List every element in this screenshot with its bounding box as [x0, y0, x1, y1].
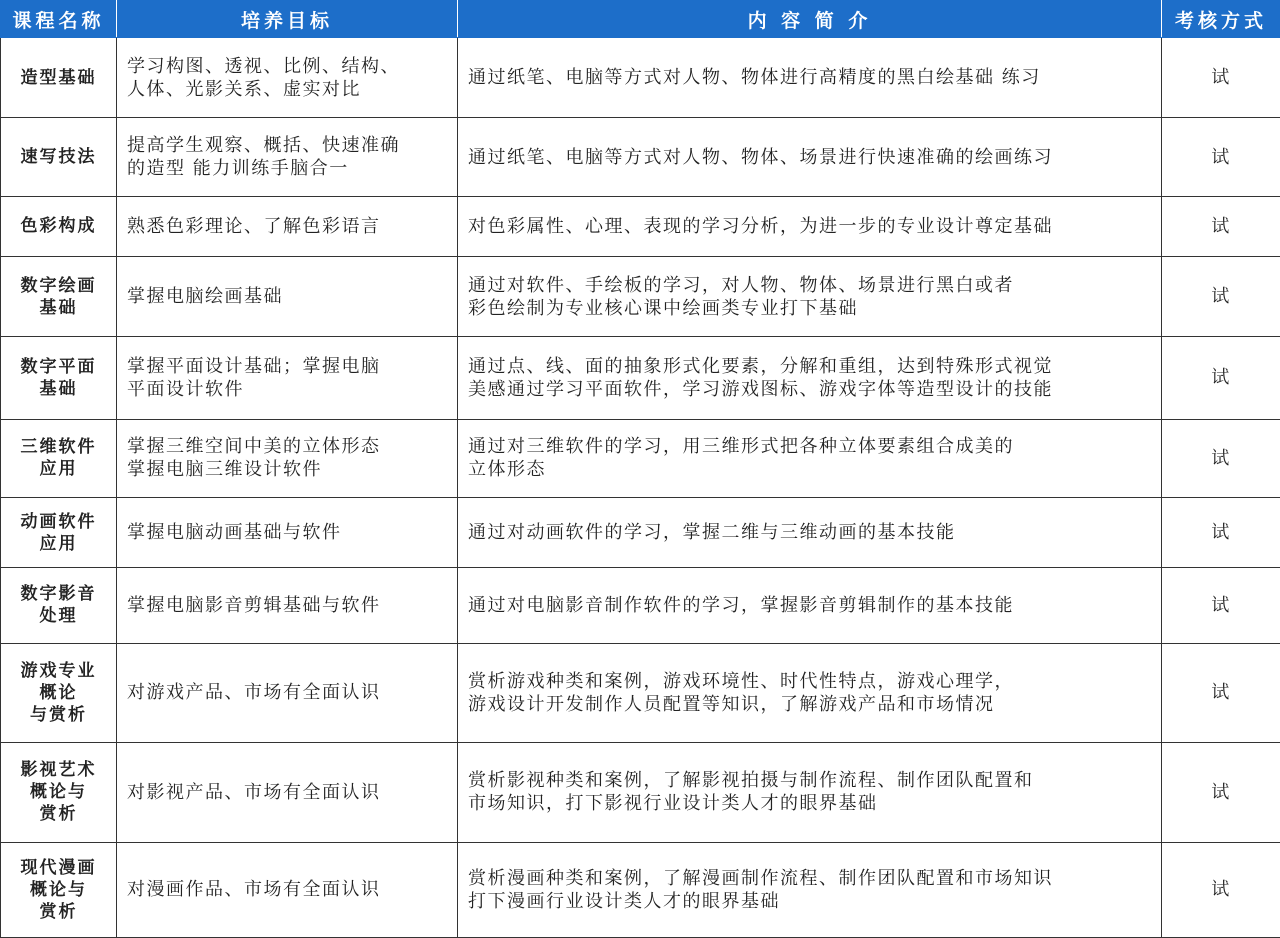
cell-desc	[458, 196, 1162, 256]
name-line: 应用	[39, 533, 78, 554]
cell-exam: 试	[1162, 196, 1280, 256]
cell-name	[1, 419, 117, 497]
cell-goal	[117, 38, 458, 118]
name-line: 游戏专业	[20, 660, 97, 681]
cell-exam: 试	[1162, 643, 1280, 742]
cell-name	[1, 568, 117, 643]
cell-desc	[458, 498, 1162, 568]
cell-desc	[458, 568, 1162, 643]
cell-goal	[117, 196, 458, 256]
header-content-intro: 内 容 简 介	[458, 1, 1162, 38]
goal-line: 对游戏产品、市场有全面认识	[127, 682, 381, 704]
desc-line: 美感通过学习平面软件，学习游戏图标、游戏字体等造型设计的技能	[468, 378, 1053, 400]
goal-line: 平面设计软件	[127, 378, 244, 400]
name-line: 与赏析	[30, 704, 87, 725]
table-row	[1, 196, 1280, 256]
cell-goal	[117, 568, 458, 643]
cell-desc	[458, 337, 1162, 419]
goal-line: 对影视产品、市场有全面认识	[127, 781, 381, 803]
table-row	[1, 842, 1280, 937]
cell-goal	[117, 743, 458, 842]
cell-goal	[117, 118, 458, 196]
desc-line: 彩色绘制为专业核心课中绘画类专业打下基础	[468, 297, 858, 319]
goal-line: 掌握电脑三维设计软件	[127, 459, 322, 481]
desc-line: 通过纸笔、电脑等方式对人物、物体进行高精度的黑白绘基础 练习	[468, 67, 1041, 89]
cell-name	[1, 498, 117, 568]
table-row	[1, 419, 1280, 497]
name-line: 影视艺术	[20, 760, 97, 781]
desc-line: 通过对三维软件的学习，用三维形式把各种立体要素组合成美的	[468, 436, 1014, 458]
goal-line: 人体、光影关系、虚实对比	[127, 78, 361, 100]
desc-line: 对色彩属性、心理、表现的学习分析，为进一步的专业设计尊定基础	[468, 215, 1053, 237]
cell-goal	[117, 337, 458, 419]
table-header	[1, 1, 1280, 38]
name-line: 色彩构成	[20, 216, 97, 237]
desc-line: 立体形态	[468, 459, 546, 481]
goal-line: 掌握电脑影音剪辑基础与软件	[127, 594, 381, 616]
cell-exam: 试	[1162, 256, 1280, 336]
goal-line: 对漫画作品、市场有全面认识	[127, 879, 381, 901]
cell-desc	[458, 842, 1162, 937]
cell-desc	[458, 743, 1162, 842]
name-line: 应用	[39, 459, 78, 480]
table-row	[1, 743, 1280, 842]
cell-exam: 试	[1162, 498, 1280, 568]
goal-line: 学习构图、透视、比例、结构、	[127, 55, 400, 77]
name-line: 基础	[39, 297, 78, 318]
goal-line: 掌握电脑动画基础与软件	[127, 522, 342, 544]
name-line: 概论	[39, 682, 78, 703]
cell-exam: 试	[1162, 38, 1280, 118]
name-line: 概论与	[30, 879, 87, 900]
name-line: 赏析	[39, 804, 78, 825]
goal-line: 熟悉色彩理论、了解色彩语言	[127, 215, 381, 237]
name-line: 造型基础	[20, 67, 97, 88]
cell-exam: 试	[1162, 118, 1280, 196]
cell-name	[1, 337, 117, 419]
name-line: 动画软件	[20, 511, 97, 532]
table-row	[1, 38, 1280, 118]
name-line: 数字影音	[20, 584, 97, 605]
desc-line: 赏析影视种类和案例，了解影视拍摄与制作流程、制作团队配置和	[468, 770, 1034, 792]
cell-desc	[458, 118, 1162, 196]
cell-desc	[458, 643, 1162, 742]
desc-line: 通过对电脑影音制作软件的学习，掌握影音剪辑制作的基本技能	[468, 594, 1014, 616]
cell-name	[1, 743, 117, 842]
table-row	[1, 337, 1280, 419]
table-row	[1, 498, 1280, 568]
name-line: 数字绘画	[20, 275, 97, 296]
cell-exam: 试	[1162, 419, 1280, 497]
name-line: 速写技法	[20, 147, 97, 168]
desc-line: 通过对软件、手绘板的学习，对人物、物体、场景进行黑白或者	[468, 274, 1014, 296]
cell-name	[1, 842, 117, 937]
name-line: 数字平面	[20, 356, 97, 377]
cell-desc	[458, 419, 1162, 497]
goal-line: 的造型 能力训练手脑合一	[127, 158, 349, 180]
goal-line: 掌握电脑绘画基础	[127, 286, 283, 308]
desc-line: 打下漫画行业设计类人才的眼界基础	[468, 890, 780, 912]
table-row	[1, 643, 1280, 742]
desc-line: 通过点、线、面的抽象形式化要素，分解和重组，达到特殊形式视觉	[468, 355, 1053, 377]
header-assessment: 考核方式	[1162, 1, 1280, 38]
cell-goal	[117, 498, 458, 568]
name-line: 基础	[39, 378, 78, 399]
cell-name	[1, 256, 117, 336]
cell-name	[1, 643, 117, 742]
table-row	[1, 568, 1280, 643]
name-line: 概论与	[30, 782, 87, 803]
goal-line: 掌握三维空间中美的立体形态	[127, 436, 381, 458]
cell-exam: 试	[1162, 743, 1280, 842]
name-line: 三维软件	[20, 437, 97, 458]
cell-exam: 试	[1162, 842, 1280, 937]
desc-line: 通过纸笔、电脑等方式对人物、物体、场景进行快速准确的绘画练习	[468, 146, 1053, 168]
name-line: 现代漫画	[20, 857, 97, 878]
table-body	[1, 38, 1280, 938]
cell-name	[1, 118, 117, 196]
goal-line: 掌握平面设计基础；掌握电脑	[127, 355, 381, 377]
desc-line: 赏析漫画种类和案例，了解漫画制作流程、制作团队配置和市场知识	[468, 867, 1053, 889]
cell-name	[1, 196, 117, 256]
cell-name	[1, 38, 117, 118]
cell-goal	[117, 419, 458, 497]
desc-line: 通过对动画软件的学习，掌握二维与三维动画的基本技能	[468, 522, 956, 544]
name-line: 处理	[39, 606, 78, 627]
header-training-goal: 培养目标	[117, 1, 458, 38]
cell-goal	[117, 256, 458, 336]
desc-line: 游戏设计开发制作人员配置等知识，了解游戏产品和市场情况	[468, 693, 995, 715]
cell-desc	[458, 256, 1162, 336]
header-course-name: 课程名称	[1, 1, 117, 38]
desc-line: 赏析游戏种类和案例，游戏环境性、时代性特点，游戏心理学，	[468, 670, 1014, 692]
cell-desc	[458, 38, 1162, 118]
cell-goal	[117, 643, 458, 742]
name-line: 赏析	[39, 901, 78, 922]
cell-goal	[117, 842, 458, 937]
desc-line: 市场知识，打下影视行业设计类人才的眼界基础	[468, 793, 878, 815]
cell-exam: 试	[1162, 337, 1280, 419]
cell-exam: 试	[1162, 568, 1280, 643]
goal-line: 提高学生观察、概括、快速准确	[127, 135, 400, 157]
table-row	[1, 118, 1280, 196]
table-row	[1, 256, 1280, 336]
